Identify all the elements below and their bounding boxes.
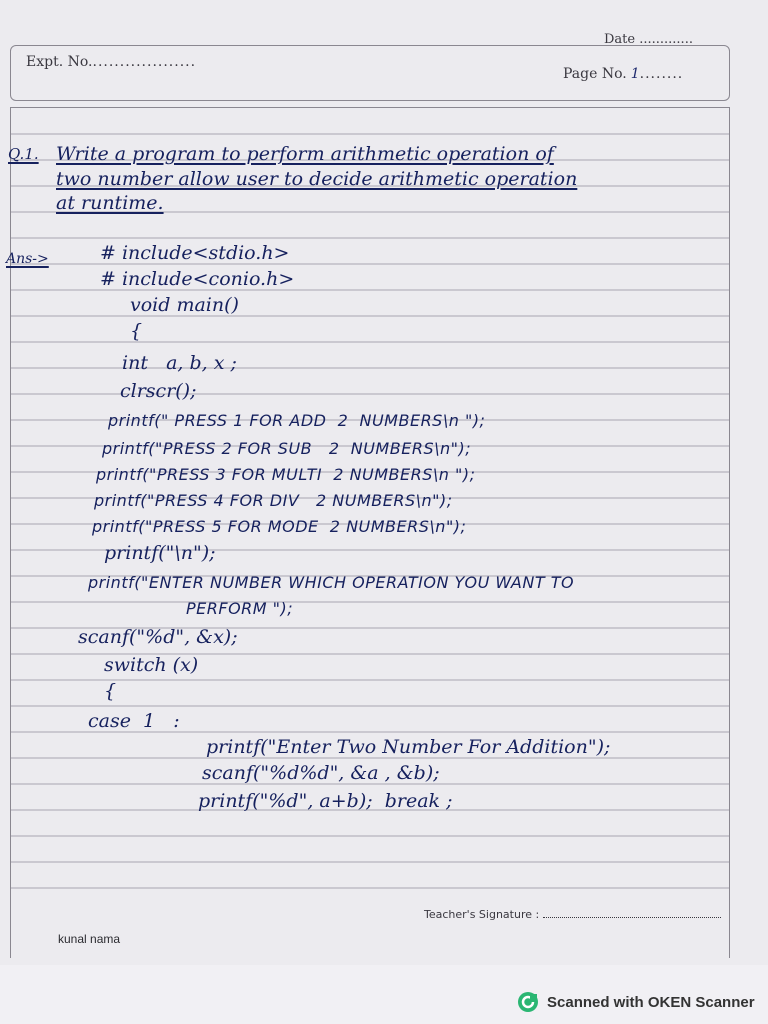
code-line-12: printf("\n");: [104, 542, 216, 564]
teacher-signature: [424, 908, 721, 921]
scanner-watermark: [517, 990, 755, 1014]
code-line-17: {: [104, 680, 117, 702]
question-number: Q.1.: [8, 145, 39, 163]
code-line-9: printf("PRESS 3 FOR MULTI 2 NUMBERS\n ");: [96, 465, 476, 484]
expt-no-label: Expt. No.: [26, 54, 93, 70]
owner-name: kunal nama: [58, 932, 121, 946]
code-line-14: PERFORM ");: [186, 599, 294, 618]
code-line-21: printf("%d", a+b); break ;: [198, 790, 453, 812]
teacher-signature-label: Teacher's Signature :: [424, 908, 540, 921]
code-line-18: case 1 :: [88, 710, 180, 732]
page-number: 1: [630, 66, 640, 82]
code-line-15: scanf("%d", &x);: [78, 626, 238, 648]
code-line-6: clrscr();: [120, 380, 197, 402]
code-line-16: switch (x): [104, 654, 199, 676]
code-line-19: printf("Enter Two Number For Addition");: [206, 736, 611, 758]
code-line-8: printf("PRESS 2 FOR SUB 2 NUMBERS\n");: [102, 439, 472, 458]
page-no-label: Page No.: [563, 66, 627, 82]
code-line-5: int a, b, x ;: [122, 352, 237, 374]
code-line-13: printf("ENTER NUMBER WHICH OPERATION YOU WANT TO: [88, 573, 575, 592]
expt-no-field: [26, 54, 196, 70]
code-line-10: printf("PRESS 4 FOR DIV 2 NUMBERS\n");: [94, 491, 453, 510]
scanner-label: Scanned with OKEN Scanner: [547, 993, 755, 1011]
code-line-3: void main(): [130, 294, 239, 316]
page-no-field: [563, 66, 683, 82]
page-no-dots: ........: [639, 66, 684, 82]
date-label: Date: [604, 32, 636, 47]
code-line-20: scanf("%d%d", &a , &b);: [202, 762, 440, 784]
signature-line: [543, 917, 721, 918]
code-line-7: printf(" PRESS 1 FOR ADD 2 NUMBERS\n ");: [108, 411, 486, 430]
date-dots: .............: [639, 32, 693, 47]
code-line-11: printf("PRESS 5 FOR MODE 2 NUMBERS\n");: [92, 517, 467, 536]
question-line-3: at runtime.: [56, 192, 164, 214]
scanner-logo-icon: [517, 991, 539, 1013]
answer-label: Ans->: [6, 251, 49, 267]
code-line-4: {: [130, 320, 143, 342]
question-line-2: two number allow user to decide arithmetic operation: [56, 168, 578, 190]
code-line-2: # include<conio.h>: [100, 268, 295, 290]
code-line-1: # include<stdio.h>: [100, 242, 290, 264]
expt-no-dots: ...................: [92, 54, 197, 70]
question-line-1: Write a program to perform arithmetic operation of: [56, 143, 554, 165]
date-field: [604, 32, 693, 47]
